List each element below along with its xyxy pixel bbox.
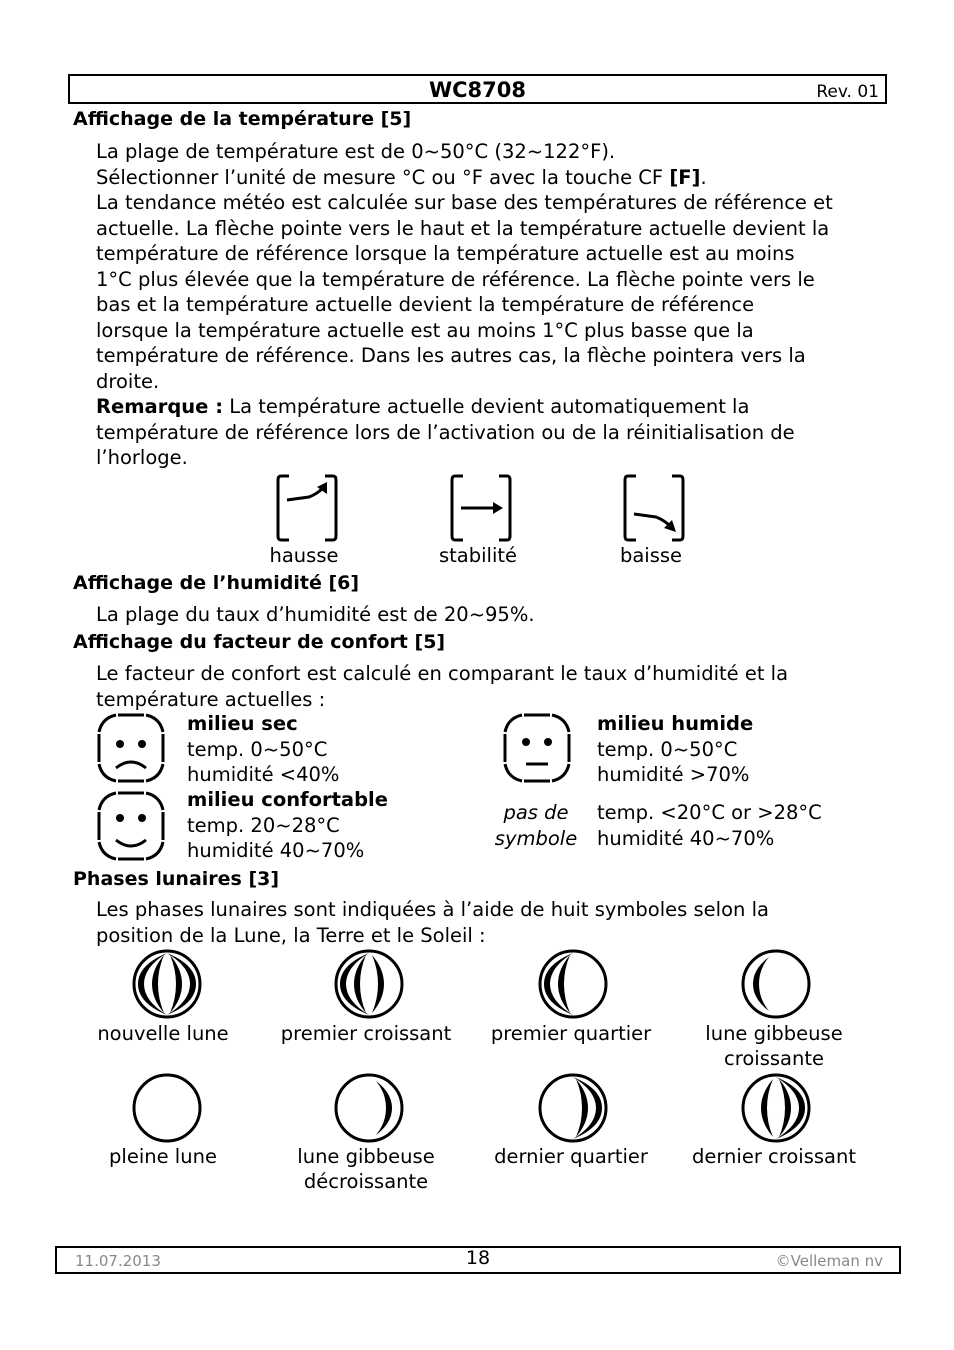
moon-label-2: [266, 1021, 466, 1046]
text-line: Les phases lunaires sont indiquées à l’aide de huit symboles selon la: [96, 898, 769, 921]
trend-stable-icon: [449, 472, 513, 544]
moon-label-3: [476, 1021, 666, 1046]
moon-label-7: [476, 1144, 666, 1169]
footer-copyright: ©Velleman nv: [775, 1252, 883, 1270]
remark-label: Remarque :: [96, 395, 223, 418]
new-moon-icon: [130, 947, 204, 1021]
revision-label: Rev. 01: [816, 82, 879, 102]
text-line: position de la Lune, la Terre et le Soleil :: [96, 923, 486, 947]
waning-crescent-icon: [739, 1071, 813, 1145]
first-quarter-icon: [536, 947, 610, 1021]
text-line: croissante: [724, 1047, 824, 1070]
moon-text: [96, 897, 769, 948]
humidity-text: La plage du taux d’humidité est de 20~95%.: [96, 603, 535, 626]
text-line: dernier quartier: [494, 1145, 648, 1168]
comfort-text: [96, 661, 788, 712]
footer-date: 11.07.2013: [75, 1252, 161, 1270]
comfort-hum: humidité 40~70%: [187, 839, 365, 862]
moon-label-6: [276, 1144, 456, 1194]
text-line: Le facteur de confort est calculé en comparant le taux d’humidité et la: [96, 662, 789, 685]
moon-label-4: [684, 1021, 864, 1071]
page-footer: [55, 1246, 901, 1274]
no-symbol-label: [486, 800, 586, 851]
last-quarter-icon: [536, 1071, 610, 1145]
comfort-wet: [597, 711, 753, 788]
text-line: pleine lune: [109, 1145, 217, 1168]
text-line: premier croissant: [280, 1022, 452, 1045]
comfort-comfortable: [187, 787, 388, 864]
text-line: dernier croissant: [692, 1145, 856, 1168]
happy-face-icon: [96, 790, 166, 862]
text-line: température de référence lors de l’activation ou de la réinitialisation de: [96, 420, 795, 444]
text-line: actuelle. La flèche pointe vers le haut et la température actuelle devient la: [96, 216, 830, 240]
humidity-heading: Affichage de l’humidité [6]: [73, 572, 360, 594]
text-line: La tendance météo est calculée sur base des températures de référence et: [96, 191, 833, 214]
page-header: [68, 74, 887, 104]
text-line: symbole: [494, 826, 578, 850]
text-line: température actuelles :: [96, 687, 326, 711]
text-line: l’horloge.: [96, 446, 188, 469]
comfort-none: [597, 800, 822, 851]
text-line: [96, 165, 833, 191]
comfort-title: milieu sec: [187, 712, 298, 735]
text-span: .: [700, 165, 707, 189]
waning-gibbous-icon: [332, 1071, 406, 1145]
text-line: lune gibbeuse: [705, 1022, 843, 1045]
text-line: lorsque la température actuelle est au moins 1°C plus basse que la: [96, 318, 754, 342]
moon-label-8: [674, 1144, 874, 1169]
text-line: 1°C plus élevée que la température de référence. La flèche pointe vers le: [96, 267, 815, 291]
comfort-title: milieu humide: [597, 712, 754, 735]
waxing-crescent-icon: [332, 947, 406, 1021]
comfort-title: milieu confortable: [187, 788, 388, 811]
key-label: [F]: [669, 165, 701, 189]
neutral-face-icon: [502, 712, 572, 784]
comfort-heading: Affichage du facteur de confort [5]: [73, 631, 446, 653]
trend-up-icon: [275, 472, 339, 544]
text-line: pas de: [503, 801, 569, 824]
text-span: Sélectionner l’unité de mesure °C ou °F avec la touche CF: [96, 165, 670, 189]
page-number: 18: [465, 1247, 491, 1269]
model-number: WC8708: [428, 78, 527, 102]
sad-face-icon: [96, 712, 166, 784]
moon-label-5: [78, 1144, 248, 1169]
moon-label-1: [78, 1021, 248, 1046]
text-line: bas et la température actuelle devient la température de référence: [96, 293, 755, 316]
text-line: nouvelle lune: [97, 1022, 229, 1045]
text-line: premier quartier: [490, 1022, 652, 1045]
trend-label-stable: stabilité: [438, 544, 518, 567]
waxing-gibbous-icon: [739, 947, 813, 1021]
comfort-temp: temp. 20~28°C: [187, 813, 340, 837]
text-line: décroissante: [303, 1170, 429, 1193]
text-line: température de référence lorsque la température actuelle est au moins: [96, 242, 795, 265]
comfort-dry: [187, 711, 339, 788]
comfort-hum: humidité <40%: [187, 763, 340, 786]
text-line: [96, 394, 833, 420]
text-span: La température actuelle devient automatiquement la: [223, 395, 750, 418]
comfort-hum: humidité >70%: [597, 763, 750, 786]
text-line: La plage de température est de 0~50°C (32~122°F).: [96, 140, 616, 163]
comfort-temp: temp. 0~50°C: [597, 737, 738, 761]
text-line: température de référence. Dans les autres cas, la flèche pointera vers la: [96, 344, 806, 367]
comfort-temp: temp. 0~50°C: [187, 737, 328, 761]
text-line: droite.: [96, 369, 160, 393]
trend-label-down: baisse: [619, 544, 683, 567]
trend-label-up: hausse: [269, 544, 339, 567]
comfort-hum: humidité 40~70%: [597, 826, 775, 850]
full-moon-icon: [130, 1071, 204, 1145]
trend-down-icon: [622, 472, 686, 544]
text-line: lune gibbeuse: [297, 1145, 435, 1168]
temperature-text: [96, 139, 833, 471]
comfort-temp: temp. <20°C or >28°C: [597, 801, 822, 824]
temperature-heading: Affichage de la température [5]: [73, 108, 412, 130]
moon-heading: Phases lunaires [3]: [73, 868, 280, 890]
